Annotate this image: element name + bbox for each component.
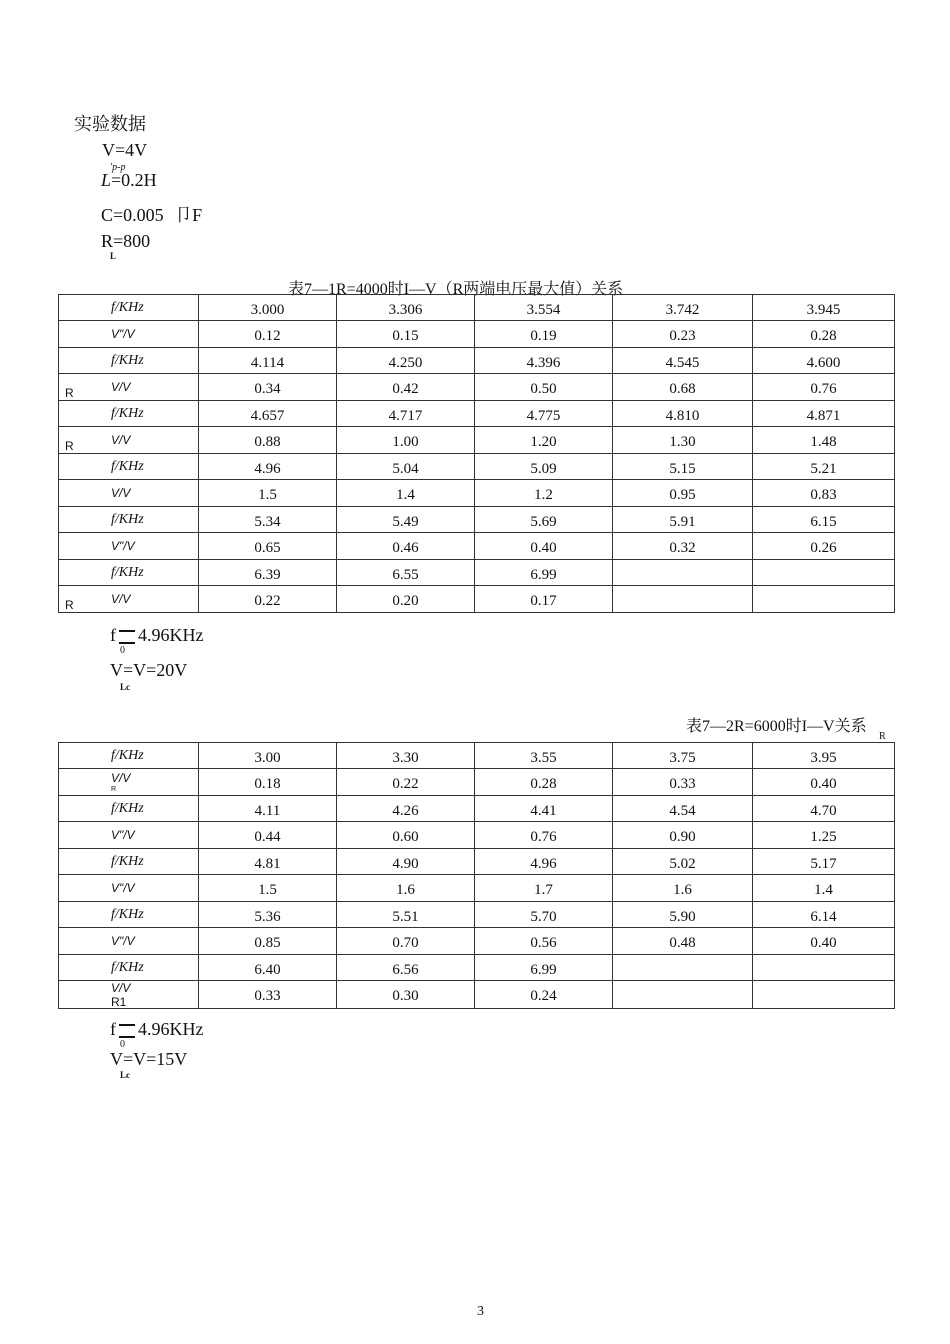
frequency-cell: 6.14 bbox=[753, 902, 895, 928]
frequency-cell: 4.250 bbox=[337, 348, 475, 374]
frequency-cell: 4.396 bbox=[475, 348, 613, 374]
row-label: f/KHz bbox=[111, 748, 144, 763]
table-row bbox=[59, 955, 895, 981]
voltage-cell: 0.44 bbox=[199, 822, 337, 849]
voltage-cell: 0.23 bbox=[613, 321, 753, 348]
voltage-cell: 0.30 bbox=[337, 981, 475, 1009]
frequency-cell: 4.96 bbox=[199, 454, 337, 480]
frequency-cell: 3.75 bbox=[613, 743, 753, 769]
table1 bbox=[58, 294, 895, 613]
row-label: V"/V bbox=[111, 827, 135, 842]
frequency-cell: 6.56 bbox=[337, 955, 475, 981]
param-capacitance bbox=[101, 201, 202, 227]
row-label-cell bbox=[59, 849, 199, 875]
voltage-cell: 1.5 bbox=[199, 480, 337, 507]
table-row bbox=[59, 769, 895, 796]
frequency-cell: 4.90 bbox=[337, 849, 475, 875]
voltage-cell: 1.48 bbox=[753, 427, 895, 454]
param-resistance: R=800 bbox=[101, 231, 151, 251]
table-row bbox=[59, 374, 895, 401]
frequency-cell: 3.30 bbox=[337, 743, 475, 769]
frequency-cell: 5.49 bbox=[337, 507, 475, 533]
row-label: f/KHz bbox=[111, 406, 144, 421]
row-label-cell bbox=[59, 454, 199, 480]
row-label-cell bbox=[59, 480, 199, 507]
frequency-cell: 3.00 bbox=[199, 743, 337, 769]
table2-caption: 表7—2R=6000时I—V关系 bbox=[686, 718, 867, 735]
param-resistance-sub: L bbox=[110, 251, 117, 261]
table-row bbox=[59, 507, 895, 533]
table2-voltage-sub: Lc bbox=[120, 1070, 130, 1080]
table-row bbox=[59, 928, 895, 955]
frequency-cell: 4.545 bbox=[613, 348, 753, 374]
frequency-cell: 5.02 bbox=[613, 849, 753, 875]
frequency-cell: 5.21 bbox=[753, 454, 895, 480]
row-label-cell bbox=[59, 401, 199, 427]
voltage-cell bbox=[753, 981, 895, 1009]
table-row bbox=[59, 875, 895, 902]
table-row bbox=[59, 427, 895, 454]
voltage-cell: 0.83 bbox=[753, 480, 895, 507]
voltage-cell: 0.32 bbox=[613, 533, 753, 560]
voltage-cell bbox=[613, 981, 753, 1009]
frequency-cell: 3.55 bbox=[475, 743, 613, 769]
voltage-cell: 0.22 bbox=[337, 769, 475, 796]
voltage-cell bbox=[613, 586, 753, 613]
row-label-cell bbox=[59, 533, 199, 560]
frequency-cell bbox=[613, 560, 753, 586]
row-label: f/KHz bbox=[111, 801, 144, 816]
frequency-cell: 6.55 bbox=[337, 560, 475, 586]
voltage-cell: 0.40 bbox=[753, 769, 895, 796]
table-row bbox=[59, 743, 895, 769]
row-label: f/KHz bbox=[111, 459, 144, 474]
voltage-cell: 0.40 bbox=[753, 928, 895, 955]
voltage-cell: 0.70 bbox=[337, 928, 475, 955]
voltage-cell: 0.28 bbox=[475, 769, 613, 796]
row-label: V/V bbox=[111, 771, 131, 785]
voltage-cell: 1.4 bbox=[337, 480, 475, 507]
table2-caption-sub: R bbox=[879, 731, 886, 742]
row-label-cell bbox=[59, 586, 199, 613]
table2-f0 bbox=[110, 1019, 204, 1040]
voltage-cell: 1.25 bbox=[753, 822, 895, 849]
row-label-cell bbox=[59, 902, 199, 928]
param-capacitance-value: C=0.005 bbox=[101, 205, 164, 225]
table2-voltage-note: V=V=15V bbox=[110, 1049, 188, 1069]
voltage-cell: 0.76 bbox=[753, 374, 895, 401]
table-row bbox=[59, 981, 895, 1009]
param-voltage: V=4V bbox=[102, 140, 148, 160]
row-label: f/KHz bbox=[111, 300, 144, 315]
row-label-cell bbox=[59, 295, 199, 321]
table-row bbox=[59, 902, 895, 928]
row-label-tag: R bbox=[65, 439, 74, 453]
row-label-cell bbox=[59, 769, 199, 796]
table2 bbox=[58, 742, 895, 1009]
voltage-cell: 0.88 bbox=[199, 427, 337, 454]
frequency-cell: 5.91 bbox=[613, 507, 753, 533]
frequency-cell: 5.90 bbox=[613, 902, 753, 928]
row-label-cell bbox=[59, 560, 199, 586]
row-label: V/V bbox=[111, 591, 131, 606]
voltage-cell: 1.20 bbox=[475, 427, 613, 454]
voltage-cell: 0.40 bbox=[475, 533, 613, 560]
frequency-cell: 4.810 bbox=[613, 401, 753, 427]
frequency-cell: 4.70 bbox=[753, 796, 895, 822]
voltage-cell: 0.65 bbox=[199, 533, 337, 560]
row-label-sub: R bbox=[111, 786, 117, 793]
frequency-cell bbox=[613, 955, 753, 981]
voltage-cell: 0.76 bbox=[475, 822, 613, 849]
table-row bbox=[59, 796, 895, 822]
table-row bbox=[59, 348, 895, 374]
row-label-cell bbox=[59, 875, 199, 902]
param-voltage-sub: 'p-p bbox=[110, 162, 126, 173]
table-row bbox=[59, 321, 895, 348]
table-row bbox=[59, 586, 895, 613]
frequency-cell: 5.15 bbox=[613, 454, 753, 480]
frequency-cell: 4.114 bbox=[199, 348, 337, 374]
table1-voltage-sub: Lc bbox=[120, 682, 130, 692]
table-row bbox=[59, 822, 895, 849]
table1-body bbox=[59, 295, 895, 613]
row-label-cell bbox=[59, 822, 199, 849]
voltage-cell: 1.6 bbox=[613, 875, 753, 902]
param-inductance bbox=[101, 170, 157, 191]
row-label-cell bbox=[59, 955, 199, 981]
approx-equals-icon bbox=[119, 1024, 135, 1038]
frequency-cell bbox=[753, 955, 895, 981]
frequency-cell: 3.95 bbox=[753, 743, 895, 769]
frequency-cell: 5.70 bbox=[475, 902, 613, 928]
table1-f0-sub: 0 bbox=[120, 645, 125, 656]
voltage-cell: 0.26 bbox=[753, 533, 895, 560]
frequency-cell: 3.945 bbox=[753, 295, 895, 321]
table1-f0-prefix: f bbox=[110, 625, 116, 645]
row-label: f/KHz bbox=[111, 960, 144, 975]
frequency-cell: 6.15 bbox=[753, 507, 895, 533]
row-label-cell bbox=[59, 321, 199, 348]
frequency-cell: 4.96 bbox=[475, 849, 613, 875]
row-label: V"/V bbox=[111, 933, 135, 948]
frequency-cell: 6.40 bbox=[199, 955, 337, 981]
table2-f0-prefix: f bbox=[110, 1019, 116, 1039]
approx-equals-icon bbox=[119, 630, 135, 644]
voltage-cell: 0.46 bbox=[337, 533, 475, 560]
voltage-cell: 1.7 bbox=[475, 875, 613, 902]
frequency-cell: 6.39 bbox=[199, 560, 337, 586]
row-label: V/V bbox=[111, 485, 131, 500]
row-label-tag: R bbox=[65, 386, 74, 400]
voltage-cell: 0.68 bbox=[613, 374, 753, 401]
frequency-cell: 5.09 bbox=[475, 454, 613, 480]
row-label: V/V bbox=[111, 981, 131, 995]
row-label-cell bbox=[59, 507, 199, 533]
frequency-cell: 6.99 bbox=[475, 560, 613, 586]
row-label: V/V bbox=[111, 432, 131, 447]
frequency-cell: 3.742 bbox=[613, 295, 753, 321]
voltage-cell: 1.6 bbox=[337, 875, 475, 902]
table1-f0 bbox=[110, 625, 204, 646]
row-label: V/V bbox=[111, 379, 131, 394]
frequency-cell: 5.69 bbox=[475, 507, 613, 533]
row-label-cell bbox=[59, 928, 199, 955]
frequency-cell: 4.11 bbox=[199, 796, 337, 822]
voltage-cell: 0.48 bbox=[613, 928, 753, 955]
row-label-cell bbox=[59, 374, 199, 401]
table-row bbox=[59, 295, 895, 321]
voltage-cell: 0.33 bbox=[613, 769, 753, 796]
table-row bbox=[59, 454, 895, 480]
frequency-cell: 3.306 bbox=[337, 295, 475, 321]
frequency-cell: 4.41 bbox=[475, 796, 613, 822]
voltage-cell: 1.4 bbox=[753, 875, 895, 902]
voltage-cell: 0.85 bbox=[199, 928, 337, 955]
voltage-cell: 0.90 bbox=[613, 822, 753, 849]
param-inductance-symbol: L bbox=[101, 170, 112, 190]
frequency-cell: 5.51 bbox=[337, 902, 475, 928]
voltage-cell bbox=[753, 586, 895, 613]
frequency-cell: 5.04 bbox=[337, 454, 475, 480]
row-label: V"/V bbox=[111, 538, 135, 553]
row-label: f/KHz bbox=[111, 565, 144, 580]
frequency-cell: 4.26 bbox=[337, 796, 475, 822]
row-label-sub: R1 bbox=[111, 995, 127, 1009]
voltage-cell: 1.30 bbox=[613, 427, 753, 454]
table1-caption: 表7—1R=4000时I—V（R两端电压最大值）关系 bbox=[288, 281, 624, 298]
frequency-cell: 4.657 bbox=[199, 401, 337, 427]
frequency-cell: 5.17 bbox=[753, 849, 895, 875]
frequency-cell: 4.54 bbox=[613, 796, 753, 822]
row-label-cell bbox=[59, 743, 199, 769]
frequency-cell: 4.81 bbox=[199, 849, 337, 875]
frequency-cell bbox=[753, 560, 895, 586]
frequency-cell: 3.000 bbox=[199, 295, 337, 321]
voltage-cell: 1.5 bbox=[199, 875, 337, 902]
row-label-cell bbox=[59, 796, 199, 822]
voltage-cell: 0.18 bbox=[199, 769, 337, 796]
table1-voltage-note: V=V=20V bbox=[110, 660, 188, 680]
row-label-tag: R bbox=[65, 598, 74, 612]
table-row bbox=[59, 401, 895, 427]
row-label: V"/V bbox=[111, 326, 135, 341]
param-capacitance-unit: 卩F bbox=[174, 205, 203, 225]
table-row bbox=[59, 849, 895, 875]
frequency-cell: 6.99 bbox=[475, 955, 613, 981]
voltage-cell: 0.28 bbox=[753, 321, 895, 348]
row-label: V"/V bbox=[111, 880, 135, 895]
row-label-cell bbox=[59, 348, 199, 374]
voltage-cell: 0.50 bbox=[475, 374, 613, 401]
row-label: f/KHz bbox=[111, 353, 144, 368]
page-number: 3 bbox=[477, 1304, 484, 1319]
row-label: f/KHz bbox=[111, 907, 144, 922]
voltage-cell: 0.19 bbox=[475, 321, 613, 348]
voltage-cell: 0.15 bbox=[337, 321, 475, 348]
frequency-cell: 4.600 bbox=[753, 348, 895, 374]
table2-f0-value: 4.96KHz bbox=[138, 1019, 204, 1039]
param-inductance-value: =0.2H bbox=[111, 170, 157, 190]
row-label: f/KHz bbox=[111, 854, 144, 869]
voltage-cell: 0.60 bbox=[337, 822, 475, 849]
voltage-cell: 0.20 bbox=[337, 586, 475, 613]
voltage-cell: 0.34 bbox=[199, 374, 337, 401]
frequency-cell: 5.34 bbox=[199, 507, 337, 533]
voltage-cell: 1.00 bbox=[337, 427, 475, 454]
voltage-cell: 0.95 bbox=[613, 480, 753, 507]
table-row bbox=[59, 480, 895, 507]
table-row bbox=[59, 560, 895, 586]
voltage-cell: 0.24 bbox=[475, 981, 613, 1009]
frequency-cell: 3.554 bbox=[475, 295, 613, 321]
table2-body bbox=[59, 743, 895, 1009]
frequency-cell: 4.717 bbox=[337, 401, 475, 427]
voltage-cell: 0.12 bbox=[199, 321, 337, 348]
voltage-cell: 0.56 bbox=[475, 928, 613, 955]
voltage-cell: 0.22 bbox=[199, 586, 337, 613]
table-row bbox=[59, 533, 895, 560]
section-heading: 实验数据 bbox=[74, 114, 146, 134]
voltage-cell: 0.42 bbox=[337, 374, 475, 401]
frequency-cell: 4.871 bbox=[753, 401, 895, 427]
row-label-cell bbox=[59, 427, 199, 454]
table2-f0-sub: 0 bbox=[120, 1039, 125, 1050]
voltage-cell: 0.33 bbox=[199, 981, 337, 1009]
voltage-cell: 0.17 bbox=[475, 586, 613, 613]
frequency-cell: 4.775 bbox=[475, 401, 613, 427]
row-label-cell bbox=[59, 981, 199, 1009]
frequency-cell: 5.36 bbox=[199, 902, 337, 928]
voltage-cell: 1.2 bbox=[475, 480, 613, 507]
table1-f0-value: 4.96KHz bbox=[138, 625, 204, 645]
row-label: f/KHz bbox=[111, 512, 144, 527]
